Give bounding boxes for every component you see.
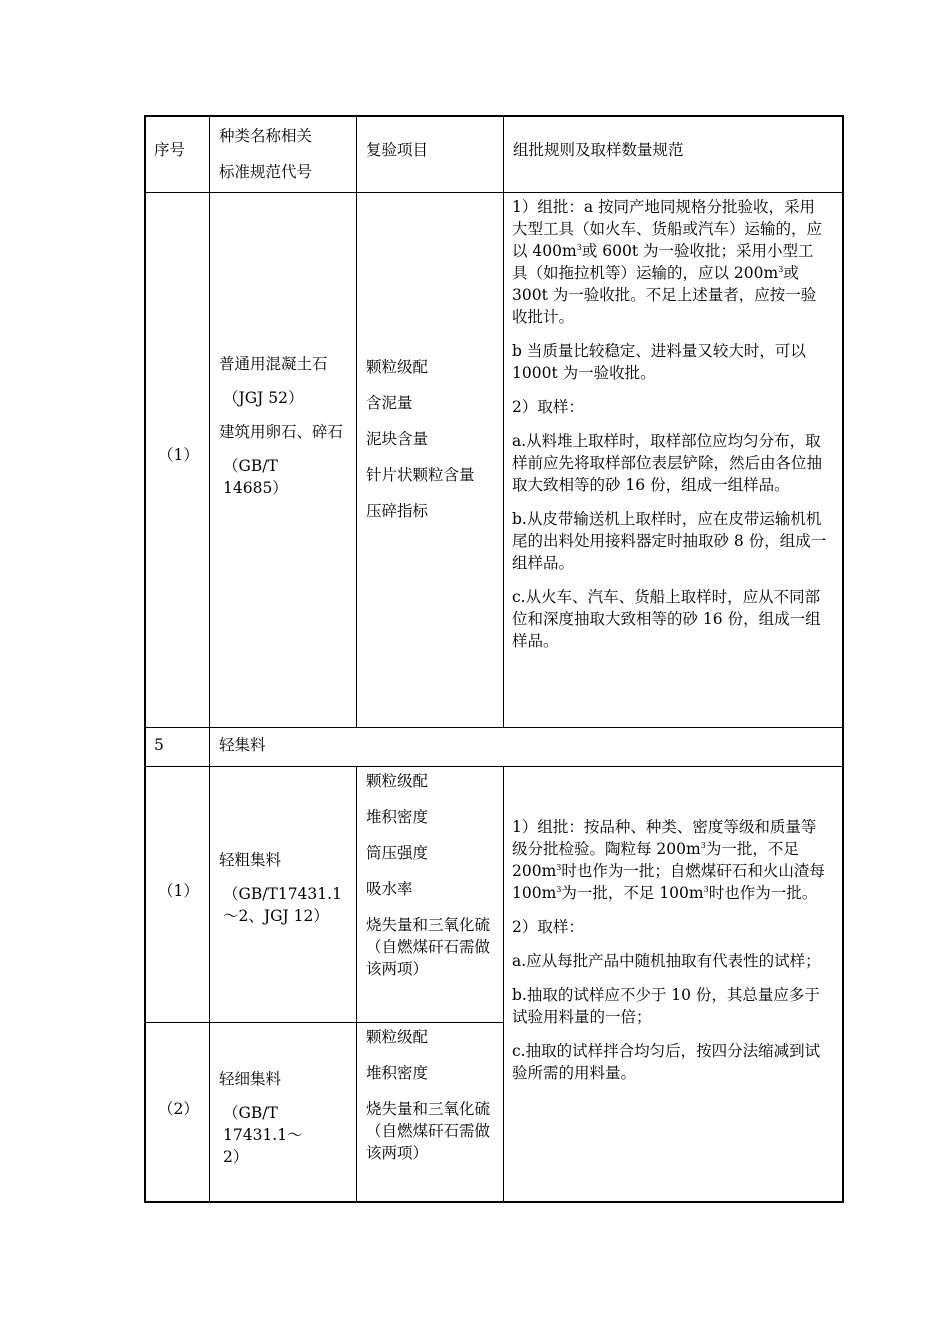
row1-item: 颗粒级配 <box>366 358 429 376</box>
section5-number: 5 <box>154 736 164 754</box>
row3-serial: （2） <box>158 1100 199 1118</box>
shared-rule: b.抽取的试样应不少于 10 份，其总量应多于试验用料量的一倍； <box>512 986 820 1026</box>
row1-name2: 建筑用卵石、碎石 <box>219 423 344 441</box>
row2-item: 筒压强度 <box>366 844 429 862</box>
row2-serial: （1） <box>158 882 199 900</box>
row1-serial: （1） <box>158 446 199 464</box>
shared-rules <box>512 816 830 1084</box>
row1-rule: b 当质量比较稳定、进料量又较大时，可以 1000t 为一验收批。 <box>512 342 806 382</box>
row2-item: 吸水率 <box>366 880 413 898</box>
row-divider <box>144 766 844 767</box>
section5-title: 轻集料 <box>219 736 266 754</box>
shared-rule-batch: 1）组批：按品种、种类、密度等级和质量等级分批检验。陶粒每 $200m^3$为一批，不足 $200m^3$时也作为一批；自燃煤矸石和火山渣每 $100m^3$为一批，不足 $100m^3$时也作为一批。 <box>512 818 825 902</box>
row1-rule: a.从料堆上取样时，取样部位应均匀分布，取样前应先将取样部位表层铲除，然后由各位抽取大致相等的砂 16 份，组成一组样品。 <box>512 432 823 494</box>
header-category-line1: 种类名称相关 <box>219 127 313 145</box>
shared-rule: c.抽取的试样拌合均匀后，按四分法缩减到试验所需的用料量。 <box>512 1042 821 1082</box>
row2-item: 颗粒级配 <box>366 772 429 790</box>
col-divider <box>356 766 357 1203</box>
row-divider <box>144 1022 504 1023</box>
row3-items <box>366 1026 490 1164</box>
row2-items <box>366 770 490 980</box>
row1-item: 压碎指标 <box>366 502 429 520</box>
row2-item: 烧失量和三氧化硫（自燃煤矸石需做该两项） <box>366 916 491 978</box>
shared-rule: 2）取样： <box>512 918 584 936</box>
shared-rule: a.应从每批产品中随机抽取有代表性的试样； <box>512 952 821 970</box>
header-rules: 组批规则及取样数量规范 <box>513 141 684 159</box>
row1-rule-batch: 1）组批：a 按同产地同规格分批验收，采用大型工具（如火车、货船或汽车）运输的，应以 $400m^3$或 600t 为一验收批；采用小型工具（如拖拉机等）运输的，应以 $200m^3$或 300t 为一验收批。不足上述量者，应按一验收批计。 <box>512 198 823 326</box>
row1-item: 针片状颗粒含量 <box>366 466 475 484</box>
header-category <box>219 118 312 190</box>
row1-name <box>219 353 347 499</box>
row3-name-text: 轻细集料 <box>219 1070 282 1088</box>
row1-rule: c.从火车、汽车、货船上取样时，应从不同部位和深度抽取大致相等的砂 16 份，组成一组样品。 <box>512 588 821 650</box>
row2-code: （GB/T17431.1～2、JGJ 12） <box>223 885 342 925</box>
row3-name <box>219 1068 351 1168</box>
row1-name1: 普通用混凝土石 <box>219 355 328 373</box>
row3-code: （GB/T 17431.1～2） <box>223 1104 303 1166</box>
row3-item: 堆积密度 <box>366 1064 429 1082</box>
row1-item: 泥块含量 <box>366 430 429 448</box>
header-serial: 序号 <box>154 141 186 159</box>
row1-item: 含泥量 <box>366 394 413 412</box>
row-divider <box>144 727 844 728</box>
row3-item: 烧失量和三氧化硫（自燃煤矸石需做该两项） <box>366 1100 491 1162</box>
col-divider <box>209 115 210 1203</box>
row-divider <box>144 192 844 193</box>
col-divider <box>503 766 504 1203</box>
col-divider <box>356 115 357 727</box>
row2-name-text: 轻粗集料 <box>219 851 282 869</box>
row1-code1: （JGJ 52） <box>223 389 304 407</box>
row1-code2: （GB/T 14685） <box>223 457 288 497</box>
row3-item: 颗粒级配 <box>366 1028 429 1046</box>
header-test-items: 复验项目 <box>366 141 429 159</box>
header-category-line2: 标准规范代号 <box>219 163 313 181</box>
row2-item: 堆积密度 <box>366 808 429 826</box>
row2-name <box>219 849 351 927</box>
row1-items <box>366 356 490 522</box>
row1-rules <box>512 196 828 652</box>
row1-rule: b.从皮带输送机上取样时，应在皮带运输机机尾的出料处用接料器定时抽取砂 8 份，组成一组样品。 <box>512 510 827 572</box>
col-divider <box>503 115 504 727</box>
row1-rule: 2）取样： <box>512 398 584 416</box>
